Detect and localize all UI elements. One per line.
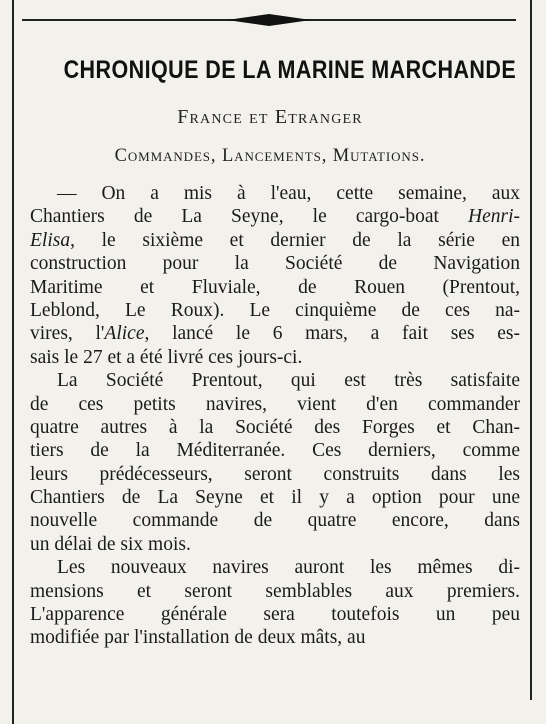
text-run: , lancé le 6 mars, a fait ses es- bbox=[144, 323, 520, 345]
article-line bbox=[30, 533, 520, 556]
article-line bbox=[30, 205, 520, 228]
text-run: nouvelle commande de quatre encore, dans bbox=[30, 510, 520, 532]
article-line bbox=[30, 252, 520, 275]
article-line bbox=[30, 393, 520, 416]
article-line bbox=[30, 556, 520, 579]
article-line bbox=[30, 580, 520, 603]
text-run: Leblond, Le Roux). Le cinquième de ces na- bbox=[30, 299, 520, 321]
text-run: La Société Prentout, qui est très satisfaite bbox=[57, 370, 520, 392]
article-body bbox=[30, 182, 520, 650]
page-subtitle: France et Etranger bbox=[177, 106, 363, 128]
article-line bbox=[30, 626, 520, 649]
article-line bbox=[30, 509, 520, 532]
article-line bbox=[30, 299, 520, 322]
ship-name: Henri- bbox=[468, 206, 520, 228]
section-heading: Commandes, Lancements, Mutations. bbox=[114, 146, 426, 166]
right-column-rule bbox=[530, 0, 532, 700]
text-run: modifiée par l'installation de deux mâts, au bbox=[30, 627, 366, 649]
text-run: sais le 27 et a été livré ces jours-ci. bbox=[30, 346, 303, 368]
text-run: Chantiers de La Seyne, le cargo-boat bbox=[30, 206, 468, 228]
page-title: CHRONIQUE DE LA MARINE MARCHANDE bbox=[63, 56, 517, 84]
article-line bbox=[30, 416, 520, 439]
article-line bbox=[30, 463, 520, 486]
article-line bbox=[30, 369, 520, 392]
text-run: tiers de la Méditerranée. Ces derniers, comme bbox=[30, 440, 520, 462]
text-run: mensions et seront semblables aux premiers. bbox=[30, 580, 520, 602]
text-run: — On a mis à l'eau, cette semaine, aux bbox=[57, 183, 520, 204]
article-line bbox=[30, 182, 520, 205]
text-run: construction pour la Société de Navigation bbox=[30, 253, 520, 275]
article-line bbox=[30, 346, 520, 369]
article-line bbox=[30, 486, 520, 509]
text-run: quatre autres à la Société des Forges et Chan- bbox=[30, 416, 520, 438]
text-run: un délai de six mois. bbox=[30, 533, 191, 555]
ship-name: Alice bbox=[104, 323, 145, 345]
text-run: vires, l' bbox=[30, 323, 105, 345]
text-run: Les nouveaux navires auront les mêmes di- bbox=[57, 557, 520, 579]
article-line bbox=[30, 439, 520, 462]
ship-name: Elisa bbox=[30, 229, 71, 251]
article-line bbox=[30, 322, 520, 345]
text-run: leurs prédécesseurs, seront construits dans les bbox=[30, 463, 520, 485]
article-line bbox=[30, 603, 520, 626]
text-run: L'apparence générale sera toutefois un peu bbox=[30, 604, 520, 626]
top-ornament-rule bbox=[22, 10, 516, 30]
left-column-rule bbox=[12, 0, 14, 724]
text-run: , le sixième et dernier de la série en bbox=[70, 229, 520, 251]
text-run: Maritime et Fluviale, de Rouen (Prentout, bbox=[30, 276, 520, 298]
text-run: Chantiers de La Seyne et il y a option pour une bbox=[30, 487, 520, 509]
text-run: de ces petits navires, vient d'en commander bbox=[30, 393, 520, 415]
article-line bbox=[30, 276, 520, 299]
article-line bbox=[30, 229, 520, 252]
